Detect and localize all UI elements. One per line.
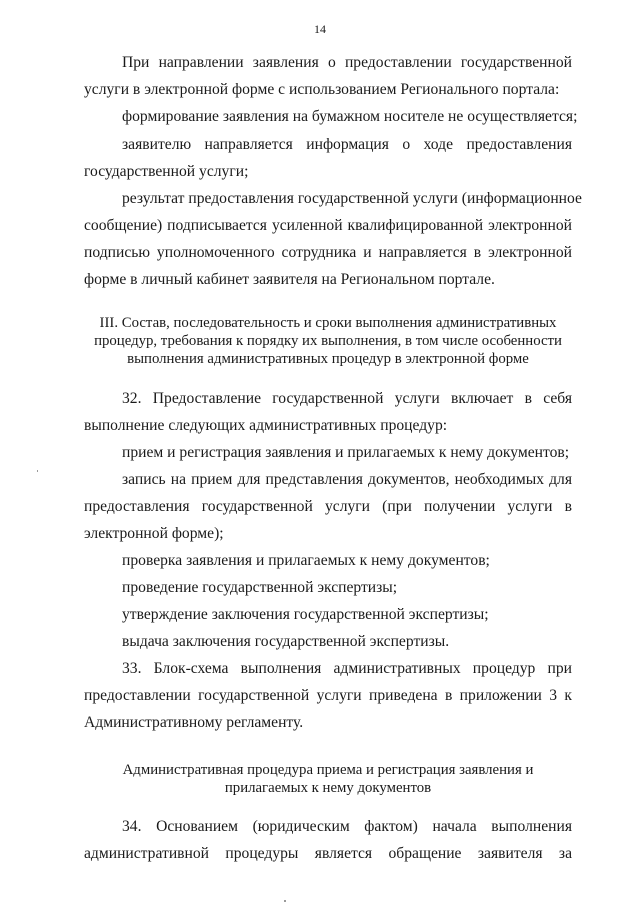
paragraph-line: результат предоставления государственной услуги (информационное [122,190,582,207]
paragraph-line: 32. Предоставление государственной услуги включает в себя [122,390,572,407]
paragraph-line: заявителю направляется информация о ходе предоставления [122,136,572,153]
paragraph-line: предоставления государственной услуги (при получении услуги в [84,498,572,515]
section-heading-line: выполнения административных процедур в электронной форме [127,351,529,367]
paragraph-line: административной процедуры является обращение заявителя за [84,845,572,862]
paragraph-line: 34. Основанием (юридическим фактом) начала выполнения [122,818,572,835]
section-heading-line: прилагаемых к нему документов [224,780,432,796]
paragraph-line: предоставлении государственной услуги приведена в приложении 3 к [84,687,572,704]
list-item: проведение государственной экспертизы; [122,579,398,596]
section-heading-line: процедур, требования к порядку их выполнения, в том числе особенности [94,333,562,349]
scan-speck [37,470,38,472]
paragraph-line: Административному регламенту. [84,714,304,731]
paragraph-line: сообщение) подписывается усиленной квалифицированной электронной [84,217,572,234]
paragraph-line: 33. Блок-схема выполнения административных процедур при [122,660,572,677]
paragraph-line: выполнение следующих административных процедур: [84,417,448,434]
paragraph-line: подписью уполномоченного сотрудника и направляется в электронной [84,244,572,261]
scan-speck [284,900,286,902]
paragraph-line: государственной услуги; [84,163,249,180]
list-item: выдача заключения государственной экспертизы. [122,633,450,650]
paragraph-line: услуги в электронной форме с использованием Регионального портала: [84,81,560,98]
list-item: запись на прием для представления документов, необходимых для [122,471,572,488]
list-item: проверка заявления и прилагаемых к нему документов; [122,552,490,569]
paragraph-line: форме в личный кабинет заявителя на Региональном портале. [84,271,495,288]
section-heading-line: Административная процедура приема и регистрация заявления и [122,762,534,778]
section-heading-line: III. Состав, последовательность и сроки выполнения административных [99,315,557,331]
list-item: утверждение заключения государственной экспертизы; [122,606,489,623]
paragraph-line: электронной форме); [84,525,224,542]
list-item: прием и регистрация заявления и прилагаемых к нему документов; [122,444,570,461]
paragraph-line: формирование заявления на бумажном носителе не осуществляется; [122,108,578,125]
page-number: 14 [314,22,326,36]
paragraph-line: При направлении заявления о предоставлении государственной [122,54,572,71]
